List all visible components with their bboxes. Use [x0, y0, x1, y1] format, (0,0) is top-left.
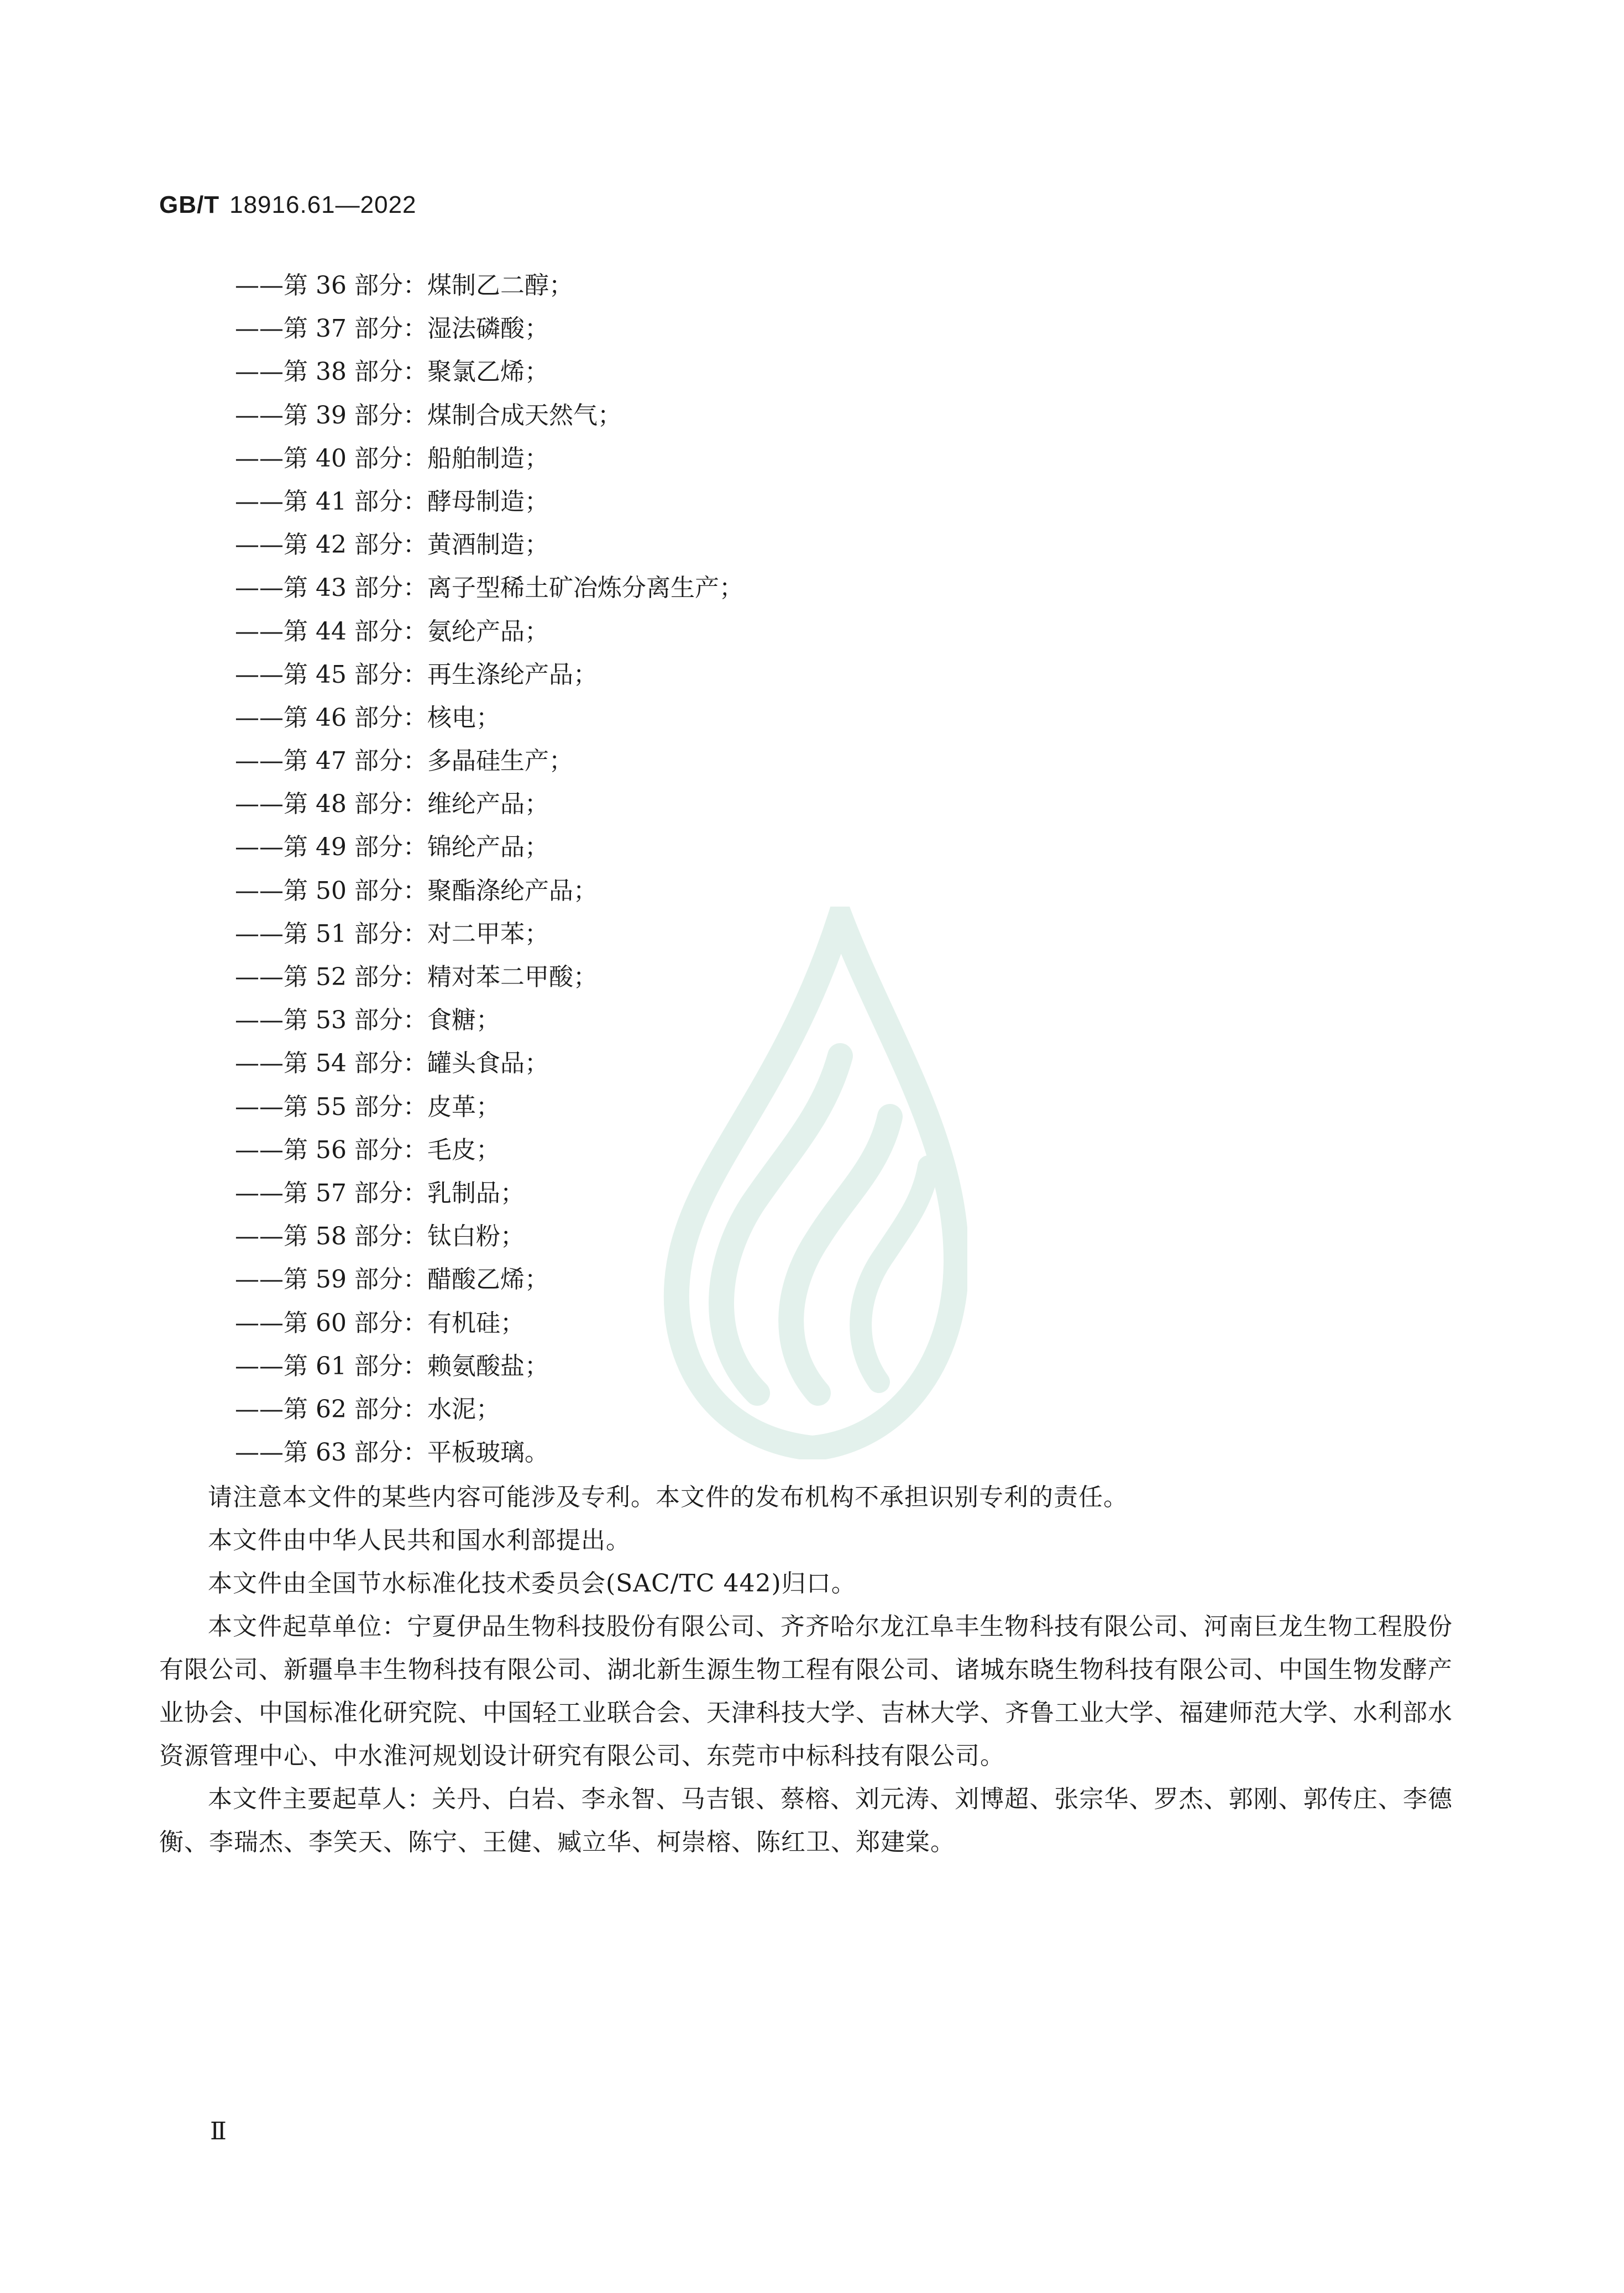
list-item: ——第 46 部分：核电；: [235, 703, 500, 732]
list-item: ——第 51 部分：对二甲苯；: [235, 919, 549, 948]
drafting-units: 本文件起草单位：宁夏伊品生物科技股份有限公司、齐齐哈尔龙江阜丰生物科技有限公司、河南巨龙生物工程股份有限公司、新疆阜丰生物科技有限公司、湖北新生源生物工程有限公司、诸城东晓生物科技有限公司、中国生物发酵产业协会、中国标准化研究院、中国轻工业联合会、天津科技大学、吉林大学、齐鲁工业大学、福建师范大学、水利部水资源管理中心、中水淮河规划设计研究有限公司、东莞市中标科技有限公司。: [159, 1613, 1453, 1770]
list-item: ——第 36 部分：煤制乙二醇；: [235, 271, 573, 300]
list-item: ——第 59 部分：醋酸乙烯；: [235, 1265, 549, 1294]
list-item: ——第 56 部分：毛皮；: [235, 1135, 500, 1164]
proposed-by: 本文件由中华人民共和国水利部提出。: [208, 1526, 631, 1554]
list-item: ——第 37 部分：湿法磷酸；: [235, 315, 549, 343]
document-body: [159, 1476, 1453, 1864]
main-drafters: 本文件主要起草人：关丹、白岩、李永智、马吉银、蔡榕、刘元涛、刘博超、张宗华、罗杰、郭刚、郭传庄、李德衡、李瑞杰、李笑天、陈宁、王健、臧立华、柯崇榕、陈红卫、郑建棠。: [159, 1785, 1453, 1856]
list-item: ——第 62 部分：水泥；: [235, 1395, 500, 1423]
document-header: [159, 191, 417, 219]
list-item: ——第 63 部分：平板玻璃。: [235, 1438, 549, 1467]
list-item: ——第 53 部分：食糖；: [235, 1006, 500, 1035]
list-item: ——第 47 部分：多晶硅生产；: [235, 747, 573, 776]
list-item: ——第 42 部分：黄酒制造；: [235, 531, 549, 559]
list-item: ——第 49 部分：锦纶产品；: [235, 833, 549, 862]
list-item: ——第 61 部分：赖氨酸盐；: [235, 1352, 549, 1380]
list-item: ——第 57 部分：乳制品；: [235, 1179, 525, 1207]
standard-code: GB/T: [159, 191, 220, 218]
list-item: ——第 52 部分：精对苯二甲酸；: [235, 963, 598, 991]
list-item: ——第 44 部分：氨纶产品；: [235, 617, 549, 646]
list-item: ——第 40 部分：船舶制造；: [235, 444, 549, 473]
list-item: ——第 43 部分：离子型稀土矿冶炼分离生产；: [235, 574, 743, 603]
list-item: ——第 39 部分：煤制合成天然气；: [235, 401, 622, 430]
list-item: ——第 54 部分：罐头食品；: [235, 1049, 549, 1078]
list-item: ——第 60 部分：有机硅；: [235, 1308, 525, 1337]
centralized-by: 本文件由全国节水标准化技术委员会(SAC/TC 442)归口。: [208, 1569, 856, 1598]
page-number: Ⅱ: [210, 2117, 227, 2145]
list-item: ——第 50 部分：聚酯涤纶产品；: [235, 876, 598, 905]
standard-number: 18916.61—2022: [229, 191, 417, 218]
list-item: ——第 58 部分：钛白粉；: [235, 1222, 525, 1251]
patent-notice: 请注意本文件的某些内容可能涉及专利。本文件的发布机构不承担识别专利的责任。: [208, 1483, 1128, 1511]
list-item: ——第 48 部分：维纶产品；: [235, 790, 549, 819]
list-item: ——第 38 部分：聚氯乙烯；: [235, 358, 549, 386]
list-item: ——第 41 部分：酵母制造；: [235, 487, 549, 516]
list-item: ——第 55 部分：皮革；: [235, 1092, 500, 1121]
parts-list: [235, 264, 743, 1474]
list-item: ——第 45 部分：再生涤纶产品；: [235, 660, 598, 689]
